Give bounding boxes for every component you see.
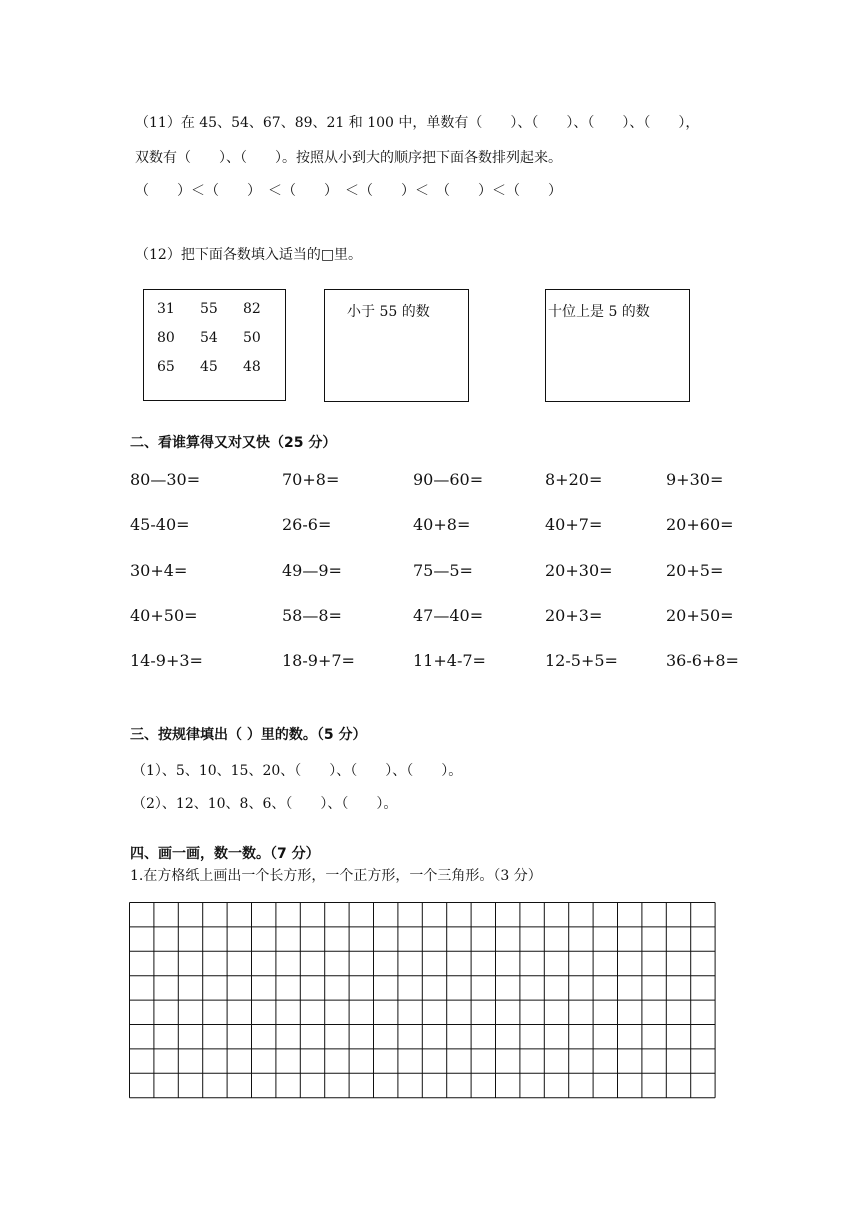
calc-problem: 47—40= — [413, 606, 484, 625]
section4-heading: 四、画一画，数一数。（7 分） — [130, 846, 320, 862]
calc-problem: 20+30= — [545, 561, 613, 580]
answer-box-tens-digit-5[interactable] — [545, 289, 690, 402]
calc-problem: 18-9+7= — [282, 651, 355, 670]
section2-heading: 二、看谁算得又对又快（25 分） — [130, 435, 337, 451]
calc-problem: 49—9= — [282, 561, 342, 580]
calc-problem: 90—60= — [413, 470, 484, 489]
calc-problem: 8+20= — [545, 470, 603, 489]
calc-problem: 20+5= — [666, 561, 724, 580]
number-item: 31 — [157, 301, 175, 317]
calc-problem: 30+4= — [130, 561, 188, 580]
number-item: 82 — [243, 301, 261, 317]
calc-problem: 80—30= — [130, 470, 201, 489]
calc-problem: 40+7= — [545, 515, 603, 534]
section4-item1: 1.在方格纸上画出一个长方形，一个正方形，一个三角形。（3 分） — [130, 868, 542, 884]
section3-heading: 三、按规律填出（ ）里的数。（5 分） — [130, 727, 367, 743]
section3-item1: （1）、5、10、15、20、（ ）、（ ）、（ ）。 — [132, 763, 463, 779]
q11-line1: （11）在 45、54、67、89、21 和 100 中，单数有（ ）、（ ）、（ ）、（ ）， — [135, 115, 700, 131]
calc-problem: 9+30= — [666, 470, 724, 489]
calc-problem: 26-6= — [282, 515, 332, 534]
calc-problem: 40+8= — [413, 515, 471, 534]
calc-problem: 40+50= — [130, 606, 198, 625]
calc-problem: 20+60= — [666, 515, 734, 534]
number-item: 55 — [200, 301, 218, 317]
answer-box-less-than-55[interactable] — [324, 289, 469, 402]
q11-line3: （ ）＜（ ） ＜（ ） ＜（ ）＜ （ ）＜（ ） — [135, 183, 562, 199]
answer-box-label: 十位上是 5 的数 — [548, 304, 650, 320]
number-box — [143, 289, 286, 401]
calc-problem: 45-40= — [130, 515, 190, 534]
drawing-grid[interactable] — [129, 902, 719, 1102]
number-item: 48 — [243, 359, 261, 375]
section3-item2: （2）、12、10、8、6、（ ）、（ ）。 — [132, 796, 398, 812]
number-item: 54 — [200, 330, 218, 346]
q12-title: （12）把下面各数填入适当的□里。 — [135, 247, 363, 263]
number-item: 65 — [157, 359, 175, 375]
calc-problem: 70+8= — [282, 470, 340, 489]
calc-problem: 36-6+8= — [666, 651, 739, 670]
number-item: 45 — [200, 359, 218, 375]
number-item: 50 — [243, 330, 261, 346]
calc-problem: 58—8= — [282, 606, 342, 625]
calc-problem: 14-9+3= — [130, 651, 203, 670]
calc-problem: 12-5+5= — [545, 651, 618, 670]
number-item: 80 — [157, 330, 175, 346]
calc-problem: 11+4-7= — [413, 651, 486, 670]
calc-problem: 20+50= — [666, 606, 734, 625]
q11-line2: 双数有（ ）、（ ）。按照从小到大的顺序把下面各数排列起来。 — [135, 150, 562, 166]
calc-problem: 75—5= — [413, 561, 473, 580]
answer-box-label: 小于 55 的数 — [347, 304, 430, 320]
calc-problem: 20+3= — [545, 606, 603, 625]
